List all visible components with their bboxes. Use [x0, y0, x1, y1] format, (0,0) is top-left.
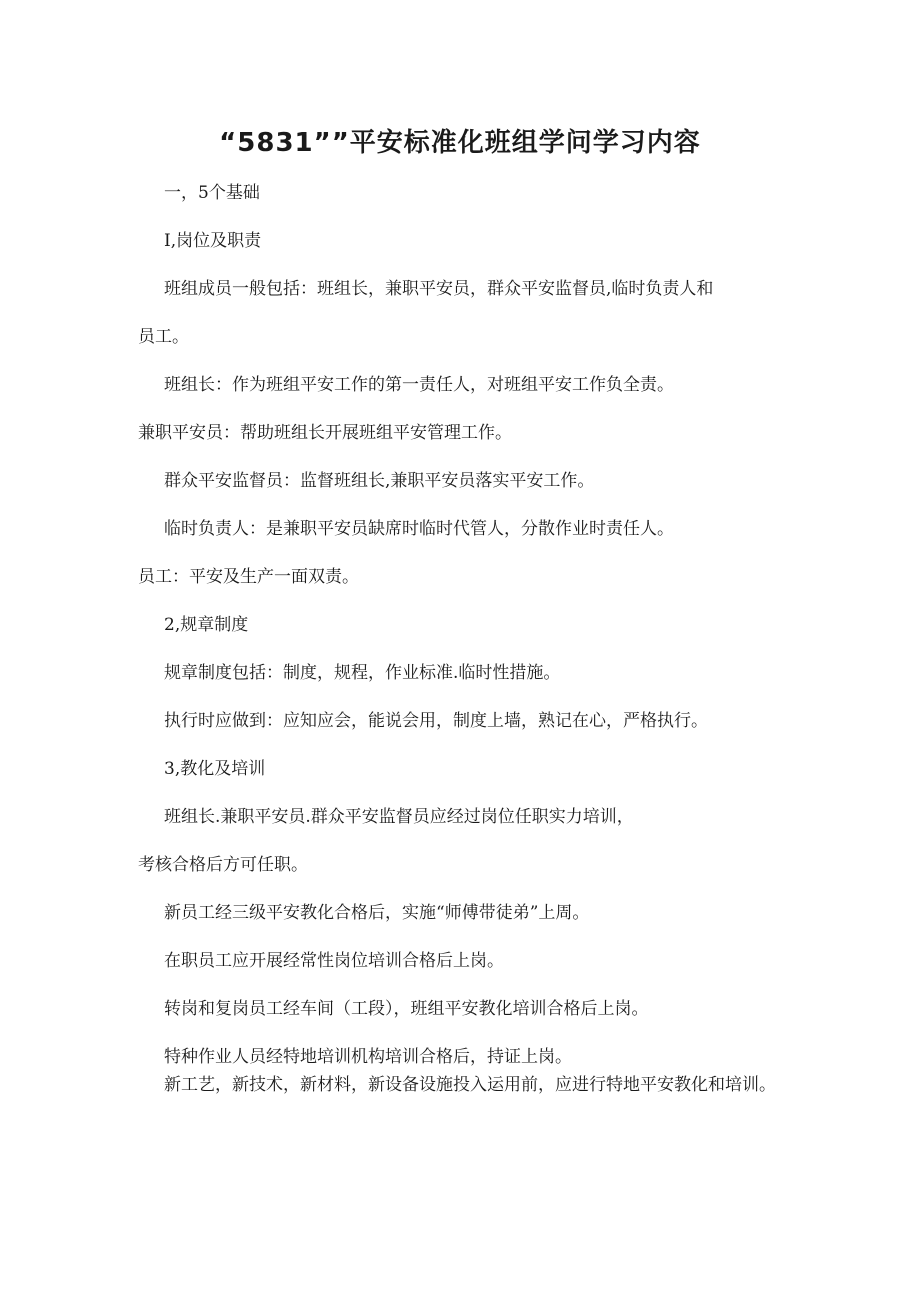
paragraph-line: 员工。	[138, 327, 189, 347]
paragraph-line: 转岗和复岗员工经车间（工段），班组平安教化培训合格后上岗。	[164, 999, 649, 1019]
paragraph-line: 在职员工应开展经常性岗位培训合格后上岗。	[164, 951, 504, 971]
paragraph-line: 班组成员一般包括：班组长，兼职平安员，群众平安监督员,临时负责人和	[164, 279, 714, 299]
paragraph-line: 群众平安监督员：监督班组长,兼职平安员落实平安工作。	[164, 471, 595, 491]
paragraph-line: 班组长：作为班组平安工作的第一责任人，对班组平安工作负全责。	[164, 375, 674, 395]
document-title: “5831””平安标准化班组学问学习内容	[219, 128, 701, 158]
paragraph-line: 班组长.兼职平安员.群众平安监督员应经过岗位任职实力培训，	[164, 807, 634, 827]
paragraph-line: 新员工经三级平安教化合格后，实施“师傅带徒弟”上周。	[164, 903, 590, 923]
paragraph-line: 执行时应做到：应知应会，能说会用，制度上墙，熟记在心，严格执行。	[164, 711, 708, 731]
paragraph-line: 员工：平安及生产一面双责。	[138, 567, 359, 587]
subsection-heading-education-training: 3,教化及培训	[164, 759, 266, 779]
paragraph-line: 特种作业人员经特地培训机构培训合格后，持证上岗。	[164, 1047, 572, 1067]
paragraph-line: 规章制度包括：制度，规程，作业标准.临时性措施。	[164, 663, 561, 683]
paragraph-line: 临时负责人：是兼职平安员缺席时临时代管人，分散作业时责任人。	[164, 519, 674, 539]
subsection-heading-regulations: 2,规章制度	[164, 615, 249, 635]
paragraph-line: 考核合格后方可任职。	[138, 855, 308, 875]
paragraph-line: 兼职平安员：帮助班组长开展班组平安管理工作。	[138, 423, 512, 443]
section-heading-five-foundations: 一，5个基础	[164, 183, 260, 203]
paragraph-wrapped: 新工艺，新技术，新材料，新设备设施投入运用前，应进行特地平安教化和培训。	[164, 1075, 776, 1095]
subsection-heading-post-duties: I,岗位及职责	[164, 231, 262, 251]
